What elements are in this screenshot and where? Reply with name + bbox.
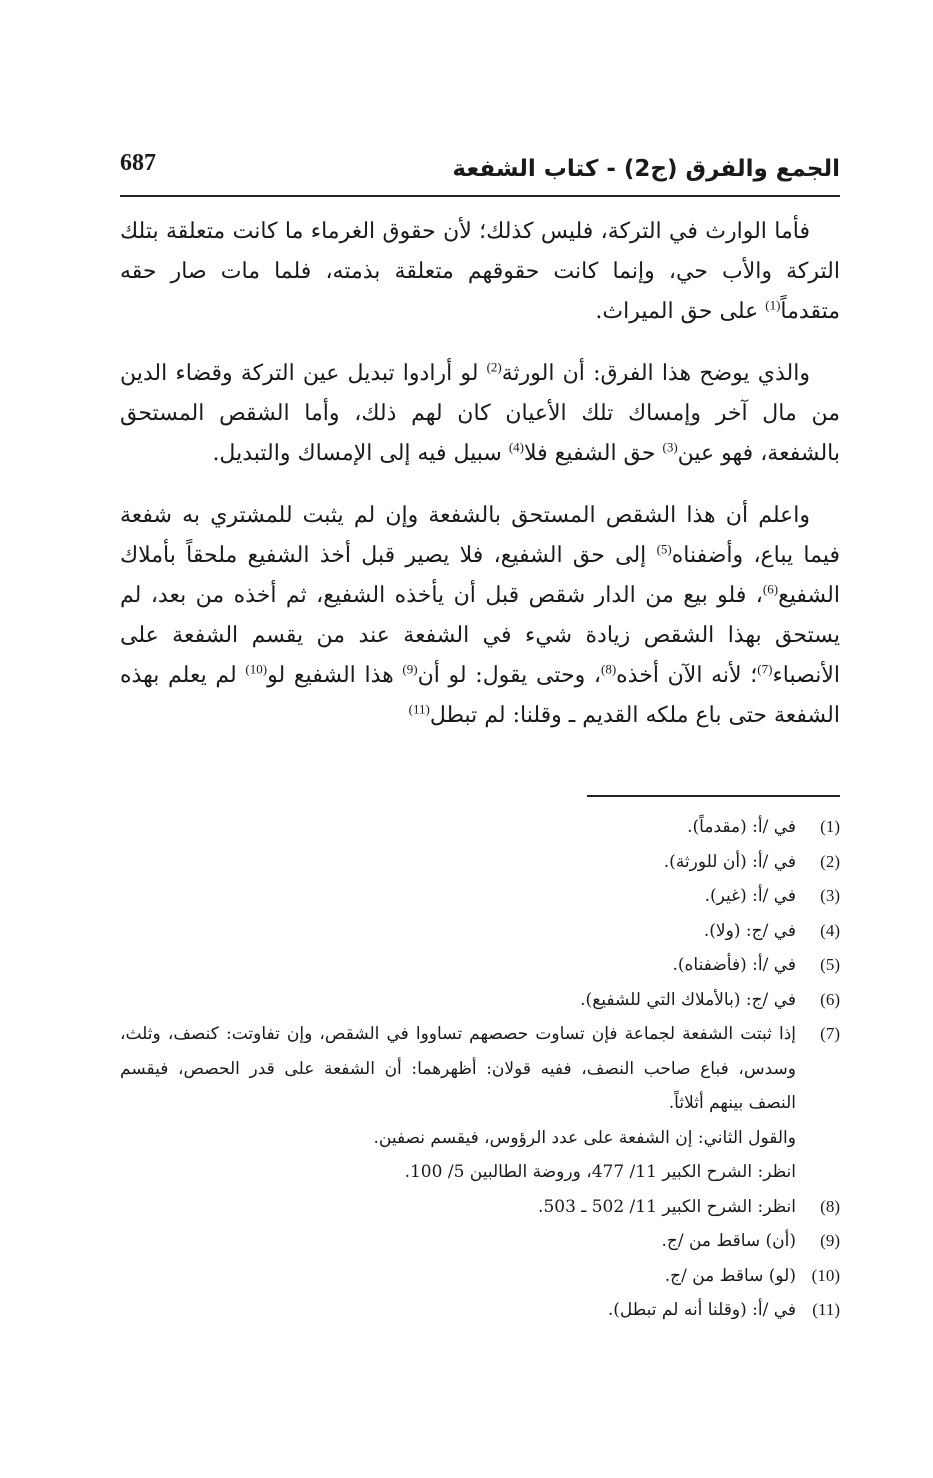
footnote-text bbox=[120, 1017, 796, 1190]
footnote-number: (6) bbox=[820, 989, 840, 1009]
footnote-line: (أن) ساقط من /ج. bbox=[661, 1231, 796, 1251]
footnote-item bbox=[120, 1224, 840, 1259]
footnote-reference[interactable]: (7) bbox=[757, 661, 773, 677]
footnote-line: في /أ: (فأضفناه). bbox=[672, 955, 796, 975]
footnote-item bbox=[120, 1259, 840, 1294]
text-run: واعلم أن هذا الشقص المستحق بالشفعة وإن لم يثبت للمشتري به شفعة فيما يباع، وأضفناه bbox=[120, 503, 841, 568]
footnote-line: إذا ثبتت الشفعة لجماعة فإن تساوت حصصهم تساووا في الشقص، وإن تفاوتت: كنصف، وثلث، وسدس، فباع صاحب النصف، ففيه قولان: أظهرهما: أن الشفعة على قدر الحصص، فيقسم النصف بينهم أثلاثاً. bbox=[120, 1024, 796, 1113]
footnote-line: في /ج: (بالأملاك التي للشفيع). bbox=[580, 989, 796, 1010]
text-run: والذي يوضح هذا الفرق: أن الورثة bbox=[501, 361, 810, 386]
text-run: لو أرادوا تبديل عين التركة وقضاء الدين من مال آخر وإمساك تلك الأعيان كان لهم ذلك، وأما الشقص المستحق بالشفعة، فهو عين bbox=[120, 361, 840, 466]
footnote-number: (4) bbox=[820, 920, 840, 940]
footnote-number: (11) bbox=[812, 1300, 840, 1319]
footnote-item bbox=[120, 1190, 840, 1225]
footnote-line: في /أ: (غير). bbox=[704, 886, 796, 906]
footnote-reference[interactable]: (11) bbox=[408, 701, 430, 717]
body-paragraph bbox=[120, 212, 840, 332]
footnote-item bbox=[120, 948, 840, 983]
footnote-line: والقول الثاني: إن الشفعة على عدد الرؤوس، فيقسم نصفين. bbox=[373, 1127, 796, 1148]
footnote-reference[interactable]: (2) bbox=[486, 359, 502, 375]
footnotes-list bbox=[120, 810, 840, 1328]
footnote-reference[interactable]: (9) bbox=[402, 661, 418, 677]
footnote-line: انظر: الشرح الكبير 11/ 477، وروضة الطالبين 5/ 100. bbox=[404, 1162, 796, 1182]
footnote-line: في /أ: (مقدماً). bbox=[687, 817, 796, 837]
footnote-text bbox=[120, 948, 796, 983]
footnote-number: (9) bbox=[820, 1231, 840, 1250]
footnote-text bbox=[120, 879, 796, 914]
header-rule bbox=[120, 195, 840, 197]
footnote-separator bbox=[587, 795, 840, 797]
footnote-line: (لو) ساقط من /ج. bbox=[664, 1265, 796, 1286]
text-run: سبيل فيه إلى الإمساك والتبديل. bbox=[212, 441, 509, 466]
footnote-reference[interactable]: (6) bbox=[762, 581, 779, 597]
text-run: ، فلو بيع من الدار شقص قبل أن يأخذه الشفيع، ثم أخذه من بعد، لم يستحق بهذا الشقص زيادة شيء في الشفعة عند من يقسم الشفعة على الأنصباء bbox=[120, 583, 840, 688]
footnote-number: (7) bbox=[820, 1024, 840, 1043]
text-run: ؛ لأنه الآن أخذه bbox=[616, 663, 758, 688]
footnote-number: (8) bbox=[820, 1196, 840, 1216]
page-header bbox=[120, 146, 840, 190]
footnote-reference[interactable]: (8) bbox=[600, 661, 617, 677]
footnote-reference[interactable]: (10) bbox=[245, 661, 268, 677]
footnote-reference[interactable]: (1) bbox=[765, 297, 781, 313]
text-run: على حق الميراث. bbox=[595, 299, 766, 324]
footnote-item bbox=[120, 845, 840, 880]
text-run: فأما الوارث في التركة، فليس كذلك؛ لأن حقوق الغرماء ما كانت متعلقة بتلك التركة والأب حي، وإنما كانت حقوقهم متعلقة بذمته، فلما مات صار حقه متقدماً bbox=[120, 219, 840, 324]
footnote-item bbox=[120, 914, 840, 949]
text-run: ، وحتى يقول: لو أن bbox=[417, 663, 601, 688]
footnote-text bbox=[120, 1224, 796, 1259]
footnote-reference[interactable]: (3) bbox=[662, 439, 678, 455]
footnote-text bbox=[120, 983, 796, 1018]
footnote-number: (10) bbox=[811, 1265, 840, 1285]
text-run: هذا الشفيع لو bbox=[267, 663, 403, 688]
footnote-line: انظر: الشرح الكبير 11/ 502 ـ 503. bbox=[538, 1196, 796, 1217]
footnote-text bbox=[120, 914, 796, 949]
footnote-number: (1) bbox=[820, 817, 840, 836]
footnote-number: (2) bbox=[820, 851, 840, 871]
footnote-number: (5) bbox=[820, 955, 840, 974]
footnote-item bbox=[120, 810, 840, 845]
footnote-item bbox=[120, 1017, 840, 1190]
footnote-text bbox=[120, 1259, 796, 1294]
footnote-line: في /أ: (أن للورثة). bbox=[663, 851, 796, 872]
footnote-reference[interactable]: (4) bbox=[508, 439, 524, 455]
text-run: إلى حق الشفيع، فلا يصير قبل أخذ الشفيع ملحقاً بأملاك الشفيع bbox=[120, 543, 840, 608]
main-text bbox=[120, 212, 840, 736]
footnote-reference[interactable]: (5) bbox=[656, 541, 672, 557]
footnote-text bbox=[120, 1190, 796, 1225]
text-run: حق الشفيع فلا bbox=[524, 441, 663, 466]
body-paragraph bbox=[120, 354, 840, 474]
footnote-text bbox=[120, 1293, 796, 1328]
footnote-item bbox=[120, 1293, 840, 1328]
footnote-item bbox=[120, 983, 840, 1018]
footnote-line: في /أ: (وقلنا أنه لم تبطل). bbox=[607, 1300, 796, 1320]
footnote-line: في /ج: (ولا). bbox=[703, 920, 796, 941]
footnote-number: (3) bbox=[820, 886, 840, 905]
footnote-text bbox=[120, 845, 796, 880]
footnote-item bbox=[120, 879, 840, 914]
footnote-text bbox=[120, 810, 796, 845]
page-number: 687 bbox=[120, 150, 156, 176]
running-title: الجمع والفرق (ج2) - كتاب الشفعة bbox=[452, 156, 840, 182]
body-paragraph bbox=[120, 496, 840, 736]
text-run: لم يعلم بهذه الشفعة حتى باع ملكه القديم ـ وقلنا: لم تبطل bbox=[120, 663, 840, 728]
